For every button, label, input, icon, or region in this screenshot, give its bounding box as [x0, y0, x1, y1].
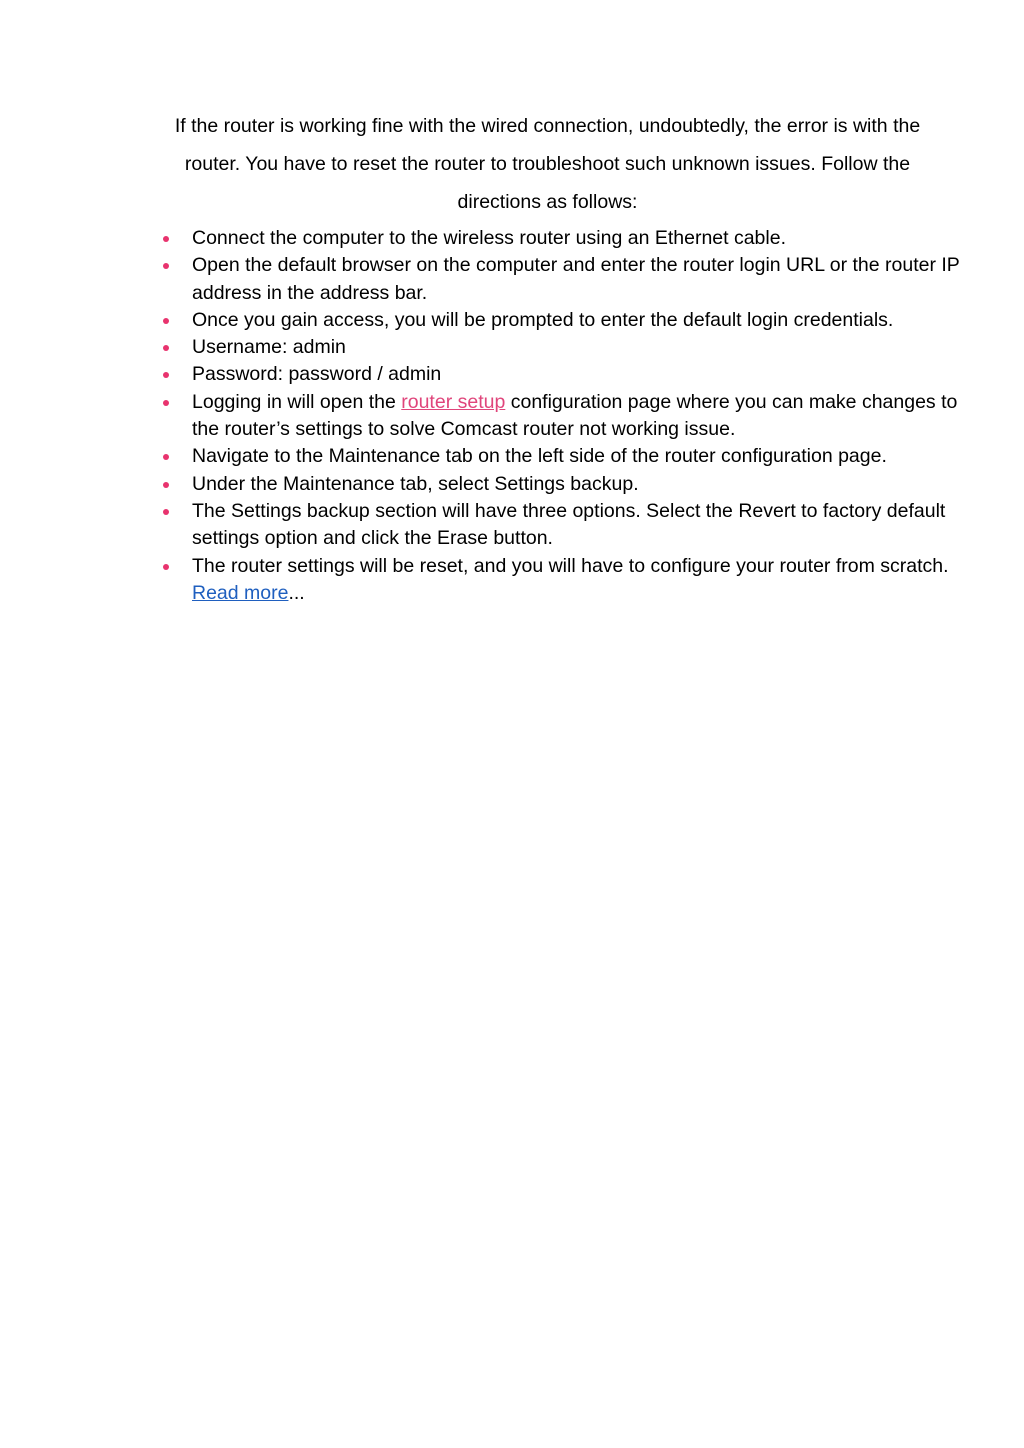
list-item: [160, 389, 960, 444]
list-item: [160, 361, 960, 388]
intro-line-3: directions as follows:: [457, 191, 638, 213]
list-item: [160, 498, 960, 553]
instructions-list: [160, 225, 960, 607]
list-item-text: Username: admin: [192, 336, 346, 359]
list-item-text: The Settings backup section will have three options. Select the Revert to factory default settings option and click the Erase button.: [192, 499, 946, 550]
list-item: [160, 307, 960, 334]
list-item: [160, 553, 960, 608]
list-item: [160, 471, 960, 498]
list-item-text-after: configuration page where you can make changes to the router’s settings to solve Comcast router not working issue.: [192, 390, 958, 441]
list-item: [160, 443, 960, 470]
bullet-icon: [163, 454, 169, 460]
list-item-text: Once you gain access, you will be prompted to enter the default login credentials.: [192, 308, 894, 331]
list-item-text-before: The router settings will be reset, and you will have to configure your router from scratch.: [192, 554, 949, 577]
bullet-icon: [163, 372, 169, 378]
bullet-icon: [163, 345, 169, 351]
list-item-text: Under the Maintenance tab, select Settings backup.: [192, 472, 639, 495]
bullet-icon: [163, 318, 169, 324]
list-item-text: Open the default browser on the computer and enter the router login URL or the router IP address in the address bar.: [192, 254, 960, 304]
bullet-icon: [163, 263, 169, 269]
list-item: [160, 225, 960, 252]
list-item-text-after: ...: [288, 581, 305, 604]
list-item-text: Password: password / admin: [192, 363, 442, 386]
bullet-icon: [163, 509, 169, 515]
list-item-text: Connect the computer to the wireless router using an Ethernet cable.: [192, 227, 786, 249]
bullet-icon: [163, 564, 169, 570]
router-setup-link[interactable]: router setup: [401, 390, 506, 413]
list-item: [160, 252, 960, 307]
intro-paragraph: [140, 107, 955, 221]
bullet-icon: [163, 482, 169, 488]
list-item-text-before: Logging in will open the: [192, 390, 402, 413]
bullet-icon: [163, 400, 169, 406]
intro-line-1: If the router is working fine with the wired connection, undoubtedly, the error is with the: [174, 115, 921, 137]
list-item: [160, 334, 960, 361]
intro-line-2: router. You have to reset the router to troubleshoot such unknown issues. Follow the: [184, 153, 911, 175]
bullet-icon: [163, 236, 169, 242]
read-more-link[interactable]: Read more: [192, 581, 289, 604]
list-item-text: Navigate to the Maintenance tab on the left side of the router configuration page.: [192, 445, 887, 468]
